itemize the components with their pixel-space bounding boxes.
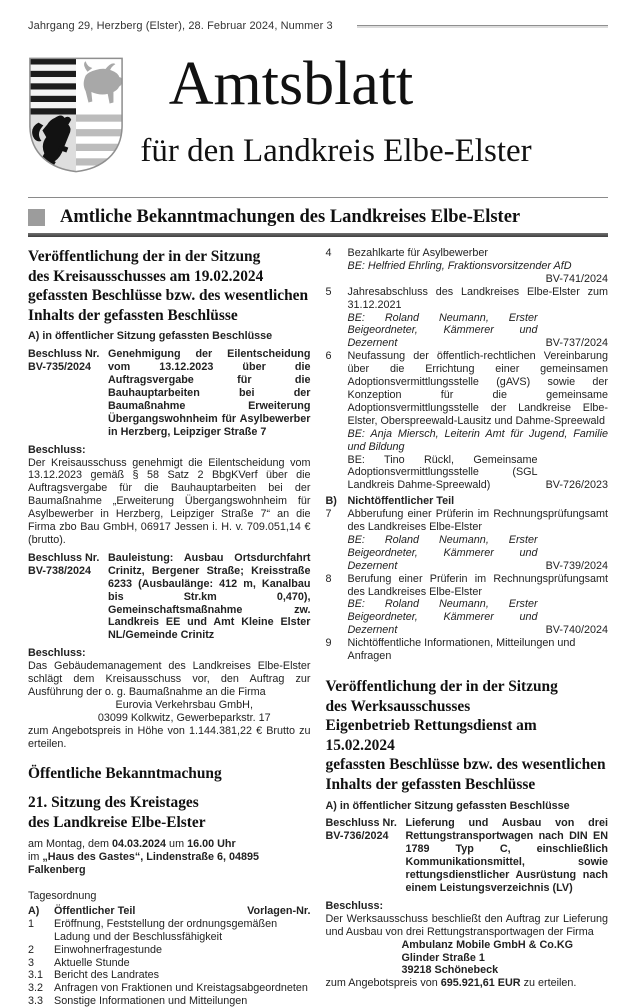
item-text: Anfragen von Fraktionen und Kreistagsabgeordneten	[54, 982, 308, 995]
item-rapporteur: BE: Roland Neumann, Erster Beigeordneter, Kämmerer und Dezernent	[347, 311, 538, 350]
resolution-body-close: zum Angebotspreis in Höhe von 1.144.381,22 € Brutto zu erteilen.	[28, 724, 311, 750]
agenda-item	[326, 573, 609, 638]
vorlage-number: BV-726/2023	[545, 479, 608, 492]
when-prefix: am Montag, dem	[28, 838, 113, 851]
item-rapporteur: BE: Roland Neumann, Erster Beigeordneter, Kämmerer und Dezernent	[347, 533, 538, 572]
agenda-part-b-row	[326, 495, 609, 508]
publication-heading-kreisausschuss	[28, 247, 311, 325]
part-label: A)	[28, 904, 40, 917]
vorlagen-nr-label: Vorlagen-Nr.	[247, 904, 311, 917]
session-location	[28, 851, 311, 877]
item-body	[348, 350, 609, 492]
section-a-label: A) in öffentlicher Sitzung gefassten Beschlüsse	[325, 799, 570, 812]
resolution-bv-738	[28, 552, 311, 642]
when-mid: um	[166, 838, 188, 851]
crest-bars-top-left	[30, 58, 76, 114]
masthead	[28, 52, 608, 181]
right-column	[326, 247, 609, 1008]
item-rapporteur-2: BE: Tino Rückl, Gemeinsame Adoptionsvermittlungsstelle (SGL Landkreis Dahme-Spreewald)	[347, 453, 538, 492]
item-text: Aktuelle Stunde	[54, 956, 130, 969]
publication-heading-werksausschuss	[326, 677, 609, 795]
masthead-text	[124, 52, 608, 181]
resolution-body: Der Kreisausschuss genehmigt die Eilentscheidung vom 13.12.2023 gemäß § 58 Satz 2 BbgKVerf über die Auftragsvergabe für die Bauhauptarbeiten bei der Baumaßnahme „Erweiterung Übergangswohnheim für Asylbewerber in Herzberg, Leipziger Straße 7“ an die Firma zbo Bau GmbH, 06917 Jessen i. H. v. 709.051,14 € (brutto).	[28, 456, 311, 546]
masthead-rule	[28, 197, 608, 198]
rapporteur-row	[348, 598, 609, 637]
resolution-subject: Lieferung und Ausbau von drei Rettungstransportwagen nach DIN EN 1789 Typ C, einschließlich Kommunikationsmittel, sowie rettungsdienstlicher Ausrüstung nach einem Leistungsverzeichnis (LV)	[405, 817, 608, 894]
vorlage-number: BV-741/2024	[545, 272, 608, 285]
item-text: Bericht des Landrates	[54, 969, 160, 982]
resolution-subject: Bauleistung: Ausbau Ortsdurchfahrt Crinitz, Bergener Straße; Kreisstraße 6233 (Ausbaulänge: 412 m, Kanalbau bis Str.km 0,470), Gemeinschaftsmaßnahme zw. Landkreis EE und Amt Kleine Elster NL/Gemeinde Crinitz	[108, 551, 311, 642]
meta-divider-rule	[357, 25, 608, 28]
heading-line: gefassten Beschlüsse bzw. des wesentlichen	[28, 287, 309, 305]
section-bullet-square	[28, 209, 45, 226]
heading-line: Veröffentlichung der in der Sitzung	[325, 678, 558, 695]
where-prefix: im	[28, 851, 43, 864]
rapporteur-row	[348, 312, 609, 351]
session-venue: „Haus des Gastes“, Lindenstraße 6, 04895 Falkenberg	[28, 851, 260, 877]
close-suffix: zu erteilen.	[520, 977, 577, 990]
resolution-label	[28, 552, 108, 642]
offer-amount: 695.921,61 EUR	[440, 977, 521, 990]
item-number: 3	[28, 956, 35, 969]
vorlage-number: BV-740/2024	[545, 624, 608, 637]
issue-meta-row	[28, 20, 608, 32]
item-number: 6	[325, 350, 332, 363]
section-bar	[28, 207, 608, 228]
part-title: Nichtöffentlicher Teil	[347, 495, 455, 508]
agenda-part-a-row	[28, 905, 311, 918]
section-title: Amtliche Bekanntmachungen des Landkreises Elbe-Elster	[60, 207, 521, 227]
section-rule	[28, 233, 608, 237]
item-number: 8	[325, 572, 332, 585]
part-label: B)	[325, 495, 337, 508]
item-text: Einwohnerfragestunde	[54, 943, 163, 956]
firm-line: Eurovia Verkehrsbau GmbH,	[115, 698, 253, 711]
beschluss-label: Beschluss:	[325, 899, 384, 912]
part-title: Öffentlicher Teil	[54, 904, 136, 917]
item-rapporteur: BE: Anja Miersch, Leiterin Amt für Jugend, Familie und Bildung	[347, 427, 608, 453]
session-datetime	[28, 838, 311, 851]
heading-line: des Werksausschusses	[325, 697, 471, 715]
heading-line: des Kreisausschusses am 19.02.2024	[28, 267, 264, 285]
rapporteur-row	[348, 534, 609, 573]
item-text: Eröffnung, Feststellung der ordnungsgemäßen Ladung und der Beschlussfähigkeit	[54, 917, 278, 943]
item-number: 4	[325, 247, 332, 259]
heading-line: Inhalts der gefassten Beschlüsse	[28, 306, 238, 324]
agenda-item	[28, 995, 311, 1008]
vorlage-number: BV-739/2024	[545, 559, 608, 572]
firm-line: 39218 Schönebeck	[401, 964, 499, 977]
beschluss-nr-label: Beschluss Nr.	[325, 817, 397, 830]
agenda-item	[28, 957, 311, 970]
heading-line: gefassten Beschlüsse bzw. des wesentlichen	[325, 756, 606, 774]
firm-address-block	[28, 699, 311, 725]
agenda-title: Tagesordnung	[28, 889, 97, 902]
item-body	[348, 286, 609, 351]
agenda-item	[28, 969, 311, 982]
resolution-number: BV-735/2024	[28, 361, 92, 374]
agenda-item	[326, 286, 609, 351]
resolution-number: BV-738/2024	[28, 564, 92, 577]
item-rapporteur: BE: Helfried Ehrling, Fraktionsvorsitzender AfD	[347, 259, 572, 272]
resolution-bv-736	[326, 817, 609, 894]
masthead-subtitle: für den Landkreis Elbe-Elster	[140, 133, 532, 170]
firm-line: 03099 Kolkwitz, Gewerbeparkstr. 17	[97, 711, 271, 724]
beschluss-nr-label: Beschluss Nr.	[28, 348, 100, 361]
item-text: Sonstige Informationen und Mitteilungen	[54, 995, 248, 1008]
item-text: Jahresabschluss des Landkreises Elbe-Elster zum 31.12.2021	[347, 285, 608, 311]
agenda-item	[326, 637, 609, 663]
agenda-item	[326, 508, 609, 573]
resolution-body-close	[326, 977, 609, 990]
masthead-title: Amtsblatt	[168, 50, 414, 118]
item-body	[348, 247, 609, 286]
item-body	[348, 637, 609, 663]
heading-line: 21. Sitzung des Kreistages	[28, 794, 199, 812]
item-number: 3.3	[28, 995, 44, 1008]
issue-meta-line: Jahrgang 29, Herzberg (Elster), 28. Februar 2024, Nummer 3	[28, 20, 333, 32]
agenda-item	[28, 982, 311, 995]
item-body	[348, 508, 609, 573]
item-text: Abberufung einer Prüferin im Rechnungsprüfungsamt des Landkreises Elbe-Elster	[347, 508, 608, 534]
agenda-item	[326, 350, 609, 492]
item-body	[348, 573, 609, 638]
item-text: Nichtöffentliche Informationen, Mitteilungen und Anfragen	[347, 637, 576, 663]
item-number: 1	[28, 917, 35, 930]
public-notice-heading: Öffentliche Bekanntmachung	[28, 765, 222, 783]
rapporteur-row	[348, 454, 609, 493]
vorlage-number: BV-737/2024	[545, 337, 608, 350]
resolution-body-intro: Der Werksausschuss beschließt den Auftrag zur Lieferung und Ausbau von drei Rettungstransportwagen der Firma	[325, 912, 608, 938]
item-number: 3.1	[28, 969, 44, 982]
beschluss-label: Beschluss:	[28, 647, 86, 660]
session-heading	[28, 793, 311, 832]
item-text: Bezahlkarte für Asylbewerber	[347, 247, 488, 259]
item-text: Neufassung der öffentlich-rechtlichen Vereinbarung über die Errichtung einer gemeinsamen Adoptionsvermittlungsstelle (gAVS) sowie der Konzeption für die gemeinsame Adoptionsvermittlungsstelle der Landkreise Elbe-Elster, Oberspreewald-Lausitz und Dahme-Spreewald	[347, 350, 608, 427]
firm-line: Glinder Straße 1	[401, 951, 485, 964]
firm-line: Ambulanz Mobile GmbH & Co.KG	[401, 938, 574, 951]
item-number: 2	[28, 943, 35, 956]
two-column-body	[28, 247, 608, 1008]
resolution-subject: Genehmigung der Eilentscheidung vom 13.12.2023 über die Auftragsvergabe für die Bauhauptarbeiten bei der Baumaßnahme Erweiterung Übergangswohnheim für Asylbewerber in Herzberg, Leipziger Straße 7	[108, 348, 311, 438]
firm-address-block	[326, 939, 609, 978]
resolution-body-intro: Das Gebäudemanagement des Landkreises Elbe-Elster schlägt dem Kreisausschuss vor, den Auftrag zur Ausführung der o. g. Baumaßnahme an die Firma	[28, 660, 311, 698]
session-time: 16.00 Uhr	[187, 838, 236, 851]
resolution-number: BV-736/2024	[325, 830, 389, 843]
heading-line: Eigenbetrieb Rettungsdienst am 15.02.2024	[325, 717, 537, 754]
item-number: 9	[325, 637, 332, 650]
close-prefix: zum Angebotspreis von	[325, 977, 441, 990]
coat-of-arms-icon	[28, 52, 124, 181]
left-column	[28, 247, 311, 1008]
heading-line: Veröffentlichung der in der Sitzung	[28, 248, 261, 265]
item-number: 7	[325, 508, 332, 521]
session-date: 04.03.2024	[112, 838, 167, 851]
resolution-bv-735	[28, 348, 311, 438]
item-number: 3.2	[28, 982, 44, 995]
item-text: Berufung einer Prüferin im Rechnungsprüfungsamt des Landkreises Elbe-Elster	[347, 572, 608, 598]
agenda-item	[28, 944, 311, 957]
agenda-item	[326, 247, 609, 286]
agenda-item	[28, 918, 311, 944]
resolution-label	[28, 348, 108, 438]
item-rapporteur: BE: Roland Neumann, Erster Beigeordneter, Kämmerer und Dezernent	[347, 598, 538, 637]
beschluss-nr-label: Beschluss Nr.	[28, 551, 100, 564]
beschluss-label: Beschluss:	[28, 443, 86, 456]
item-number: 5	[325, 285, 332, 298]
section-a-label: A) in öffentlicher Sitzung gefassten Beschlüsse	[28, 330, 273, 343]
resolution-label	[326, 817, 406, 894]
heading-line: des Landkreise Elbe-Elster	[28, 813, 206, 831]
heading-line: Inhalts der gefassten Beschlüsse	[325, 775, 536, 793]
